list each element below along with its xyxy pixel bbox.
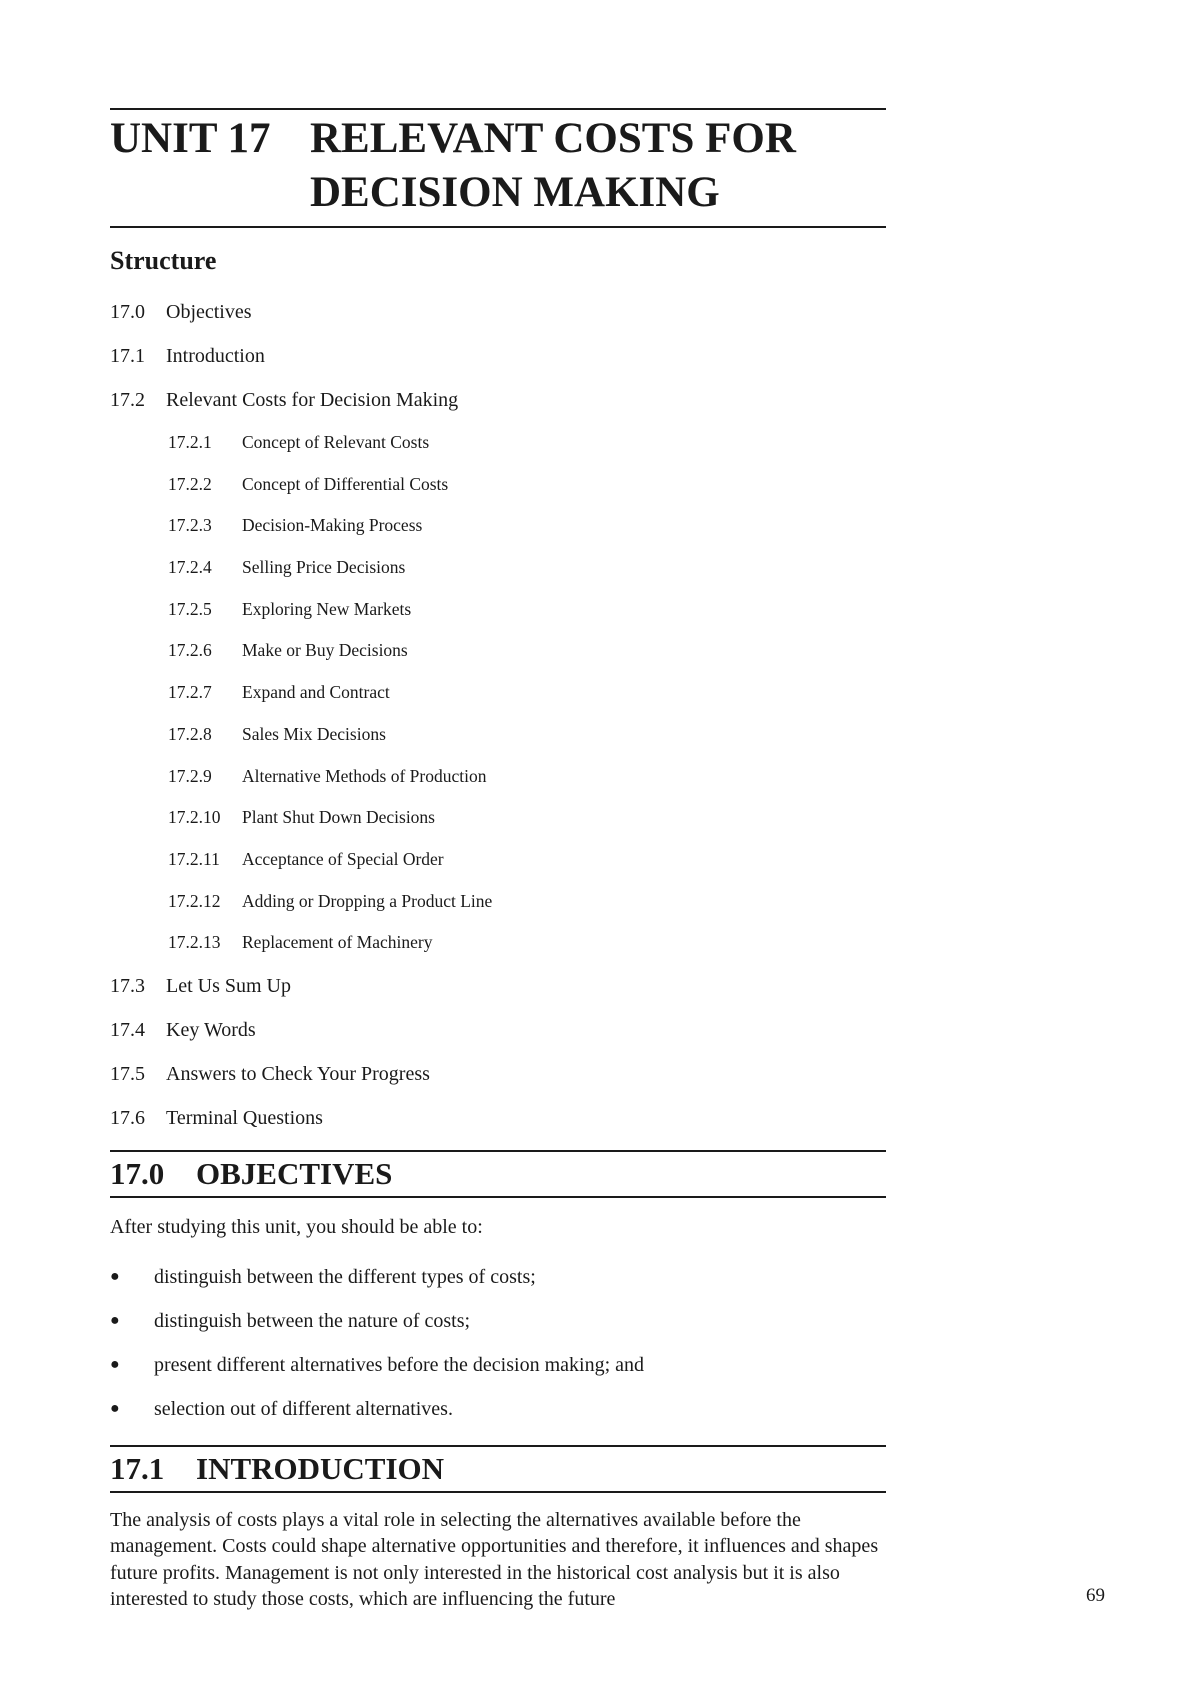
list-item: [110, 1387, 886, 1431]
toc-item: [110, 334, 886, 378]
list-item: [110, 1255, 886, 1299]
toc-item: [110, 1008, 886, 1052]
toc-subitem: [110, 630, 886, 672]
unit-title-line-1: RELEVANT COSTS FOR: [310, 115, 796, 162]
toc-subitem: [110, 756, 886, 798]
bullet-icon: ●: [110, 1355, 120, 1373]
toc-item: [110, 1096, 886, 1140]
toc-subitem-label: Sales Mix Decisions: [242, 723, 386, 744]
toc-subitem-number: 17.2.4: [168, 557, 212, 578]
toc-subitem-number: 17.2.7: [168, 682, 212, 703]
toc-subitem-number: 17.2.2: [168, 473, 212, 494]
objectives-intro: After studying this unit, you should be able to:: [110, 1215, 483, 1238]
toc-subitem-number: 17.2.8: [168, 723, 212, 744]
table-of-contents: [110, 290, 886, 1140]
unit-title: [110, 110, 886, 226]
toc-subitem: [110, 464, 886, 506]
objectives-section-title: OBJECTIVES: [196, 1155, 393, 1191]
document-page: [110, 108, 886, 1613]
toc-subitem-number: 17.2.6: [168, 640, 212, 661]
introduction-heading: [110, 1445, 886, 1493]
bullet-icon: ●: [110, 1311, 120, 1329]
introduction-section-number: 17.1: [110, 1450, 165, 1486]
toc-item-label: Terminal Questions: [166, 1106, 323, 1129]
unit-title-text: [310, 112, 870, 220]
toc-subitem-label: Exploring New Markets: [242, 598, 412, 619]
toc-subitem: [110, 797, 886, 839]
toc-subitem: [110, 714, 886, 756]
toc-subitem: [110, 505, 886, 547]
list-item: [110, 1343, 886, 1387]
toc-item: [110, 290, 886, 334]
page-number: 69: [1086, 1585, 1105, 1606]
unit-number: UNIT 17: [110, 115, 271, 162]
toc-item-number: 17.3: [110, 974, 145, 997]
list-item-text: selection out of different alternatives.: [154, 1397, 453, 1420]
toc-subitem: [110, 589, 886, 631]
toc-subitem-label: Decision-Making Process: [242, 515, 423, 536]
toc-subitem-number: 17.2.11: [168, 848, 220, 869]
toc-item: [110, 964, 886, 1008]
toc-item-number: 17.0: [110, 301, 145, 323]
toc-subitem-label: Alternative Methods of Production: [242, 765, 487, 786]
bullet-icon: ●: [110, 1267, 120, 1285]
unit-title-line-2: DECISION MAKING: [310, 169, 720, 216]
toc-subitem-number: 17.2.10: [168, 807, 221, 828]
toc-item: [110, 1052, 886, 1096]
toc-item: [110, 378, 886, 422]
list-item-text: distinguish between the different types of costs;: [154, 1265, 536, 1288]
toc-item-label: Let Us Sum Up: [166, 974, 291, 997]
toc-subitem-label: Concept of Relevant Costs: [242, 432, 430, 452]
title-bottom-rule: [110, 226, 886, 228]
toc-subitem: [110, 547, 886, 589]
toc-subitem-number: 17.2.5: [168, 598, 212, 619]
toc-subitem-label: Adding or Dropping a Product Line: [242, 890, 493, 911]
toc-subitem-number: 17.2.3: [168, 515, 212, 536]
introduction-section-title: INTRODUCTION: [196, 1450, 445, 1486]
toc-subitem-label: Expand and Contract: [242, 682, 390, 703]
objectives-list: [110, 1255, 886, 1431]
toc-subitem-number: 17.2.13: [168, 932, 221, 953]
list-item-text: distinguish between the nature of costs;: [154, 1309, 471, 1332]
toc-subitem: [110, 422, 886, 464]
bullet-icon: ●: [110, 1399, 120, 1417]
toc-item-label: Objectives: [166, 301, 252, 323]
list-item-text: present different alternatives before the decision making; and: [154, 1353, 644, 1376]
toc-item-label: Introduction: [166, 345, 265, 367]
toc-subitem-label: Replacement of Machinery: [242, 932, 433, 953]
toc-item-number: 17.4: [110, 1018, 145, 1041]
toc-item-number: 17.5: [110, 1062, 145, 1085]
toc-subitem-label: Acceptance of Special Order: [242, 848, 444, 869]
objectives-section-number: 17.0: [110, 1155, 165, 1191]
toc-item-label: Answers to Check Your Progress: [166, 1062, 430, 1085]
toc-subitem: [110, 672, 886, 714]
toc-subitem-number: 17.2.9: [168, 765, 212, 786]
toc-subitem-label: Plant Shut Down Decisions: [242, 807, 435, 828]
toc-subitem: [110, 839, 886, 881]
toc-subitem-label: Selling Price Decisions: [242, 557, 406, 578]
introduction-paragraph: The analysis of costs plays a vital role in selecting the alternatives available before the management. Costs could shape alternative opportunities and therefore, it influences and shapes future profits. Management is not only interested in the historical cost analysis but it is also interested to study those costs, which are influencing the future: [110, 1508, 879, 1611]
toc-item-number: 17.1: [110, 345, 145, 367]
toc-item-label: Key Words: [166, 1018, 256, 1041]
toc-subitem-number: 17.2.1: [168, 432, 212, 452]
list-item: [110, 1299, 886, 1343]
toc-subitem-label: Concept of Differential Costs: [242, 473, 449, 494]
toc-subitem-number: 17.2.12: [168, 890, 221, 911]
toc-subitem: [110, 881, 886, 923]
toc-item-label: Relevant Costs for Decision Making: [166, 389, 459, 411]
toc-item-number: 17.6: [110, 1106, 145, 1129]
toc-item-number: 17.2: [110, 389, 145, 411]
toc-subitem: [110, 922, 886, 964]
objectives-heading: [110, 1150, 886, 1198]
structure-heading: Structure: [110, 246, 217, 275]
toc-subitem-label: Make or Buy Decisions: [242, 640, 408, 661]
